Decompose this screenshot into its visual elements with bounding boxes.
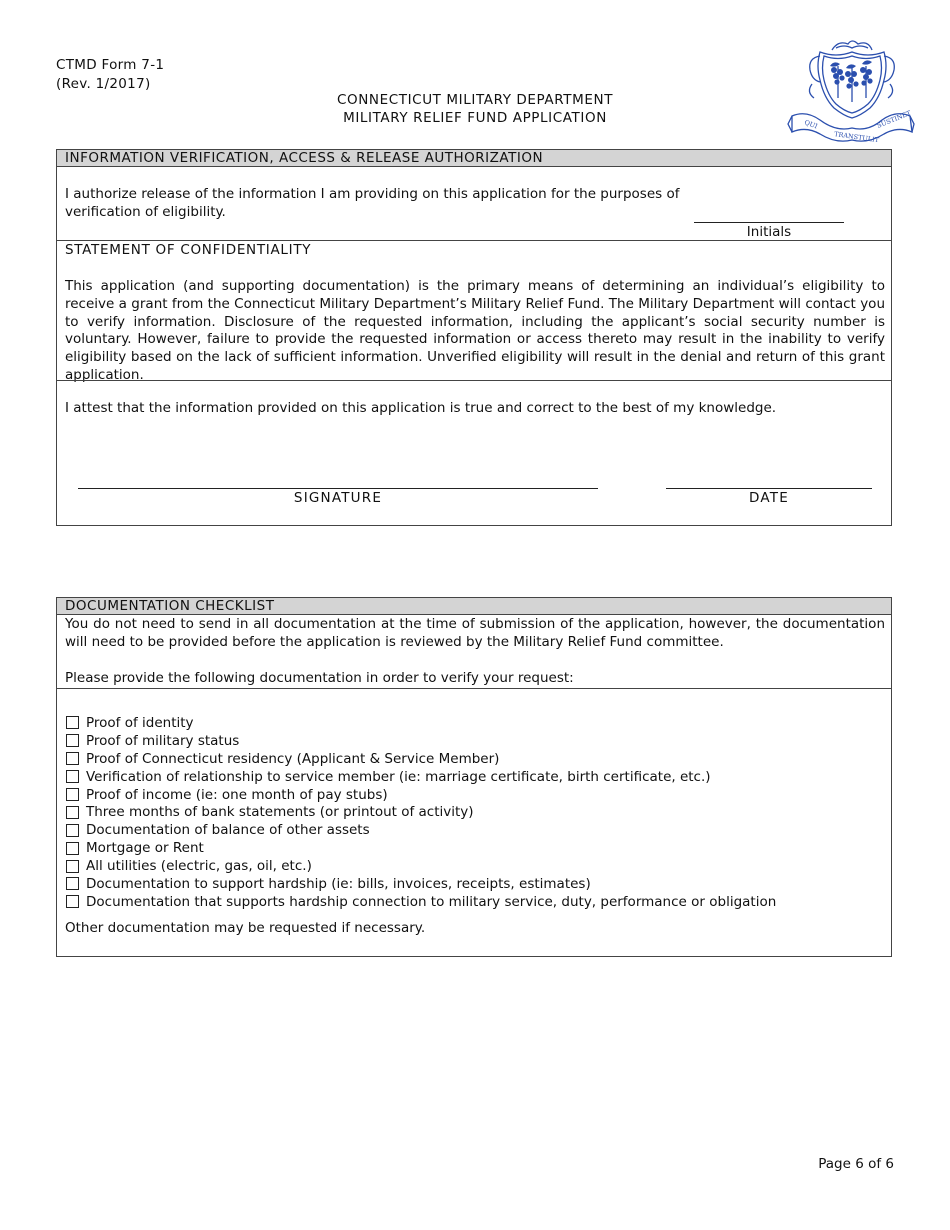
confidentiality-header: STATEMENT OF CONFIDENTIALITY — [65, 242, 312, 258]
checklist-intro: You do not need to send in all documentation at the time of submission of the application, however, the documentation will need to be provided before the application is reviewed by the Military Relief Fund committee. — [65, 616, 885, 650]
list-item[interactable] — [66, 732, 776, 750]
checklist-item-label: All utilities (electric, gas, oil, etc.) — [86, 858, 312, 875]
form-number: CTMD Form 7-1 — [56, 57, 165, 73]
section-divider — [57, 380, 891, 381]
checkbox[interactable] — [66, 860, 79, 873]
list-item[interactable] — [66, 893, 776, 911]
checklist-section — [56, 597, 892, 957]
seal-motto-center: TRANSTULIT — [833, 130, 880, 145]
list-item[interactable] — [66, 839, 776, 857]
form-revision: (Rev. 1/2017) — [56, 76, 151, 92]
checklist-header: DOCUMENTATION CHECKLIST — [57, 598, 891, 615]
checkbox[interactable] — [66, 842, 79, 855]
authorization-text: I authorize release of the information I am providing on this application for the purposes of verification of eligibility. — [65, 186, 680, 220]
page-number: Page 6 of 6 — [818, 1156, 894, 1172]
initials-label: Initials — [746, 224, 792, 240]
section-divider — [57, 688, 891, 689]
checklist-item-label: Verification of relationship to service member (ie: marriage certificate, birth certificate, etc.) — [86, 768, 711, 785]
checkbox[interactable] — [66, 770, 79, 783]
checkbox[interactable] — [66, 716, 79, 729]
checklist-item-label: Mortgage or Rent — [86, 840, 204, 857]
checklist-item-label: Three months of bank statements (or printout of activity) — [86, 804, 474, 821]
date-label: DATE — [749, 490, 789, 506]
checklist-item-label: Proof of Connecticut residency (Applicant & Service Member) — [86, 750, 500, 767]
form-id-block — [56, 56, 164, 94]
list-item[interactable] — [66, 875, 776, 893]
list-item[interactable] — [66, 714, 776, 732]
checklist-item-label: Documentation to support hardship (ie: bills, invoices, receipts, estimates) — [86, 875, 591, 892]
checklist-prompt: Please provide the following documentation in order to verify your request: — [65, 670, 574, 686]
confidentiality-text: This application (and supporting documentation) is the primary means of determining an individual’s eligibility to receive a grant from the Connecticut Military Department’s Military Relief Fund. The Military Department will contact you to verify information. Disclosure of the requested information, including the applicant’s social security number is voluntary. However, failure to provide the requested information or access thereto may result in the inability to verify eligibility based on the lack of sufficient information. Unverified eligibility will result in the denial and return of this grant application. — [65, 278, 885, 383]
authorization-section — [56, 149, 892, 526]
seal-motto-right: SUSTINET — [875, 108, 913, 130]
signature-field[interactable] — [78, 488, 598, 489]
checklist-items — [66, 714, 776, 911]
checkbox[interactable] — [66, 752, 79, 765]
list-item[interactable] — [66, 803, 776, 821]
checklist-item-label: Proof of income (ie: one month of pay stubs) — [86, 786, 388, 803]
list-item[interactable] — [66, 750, 776, 768]
checkbox[interactable] — [66, 734, 79, 747]
list-item[interactable] — [66, 857, 776, 875]
checklist-item-label: Documentation of balance of other assets — [86, 822, 370, 839]
form-title-line1: CONNECTICUT MILITARY DEPARTMENT — [336, 92, 614, 108]
authorization-header: INFORMATION VERIFICATION, ACCESS & RELEASE AUTHORIZATION — [57, 150, 891, 167]
checklist-item-label: Proof of military status — [86, 732, 240, 749]
checkbox[interactable] — [66, 824, 79, 837]
date-field[interactable] — [666, 488, 872, 489]
signature-label: SIGNATURE — [293, 490, 383, 506]
list-item[interactable] — [66, 821, 776, 839]
checklist-item-label: Documentation that supports hardship connection to military service, duty, performance or obligation — [86, 893, 777, 910]
checkbox[interactable] — [66, 788, 79, 801]
checkbox[interactable] — [66, 895, 79, 908]
checkbox[interactable] — [66, 806, 79, 819]
form-title-line2: MILITARY RELIEF FUND APPLICATION — [343, 110, 607, 126]
list-item[interactable] — [66, 786, 776, 804]
attestation-text: I attest that the information provided on this application is true and correct to the best of my knowledge. — [65, 400, 777, 416]
connecticut-seal-icon — [786, 36, 916, 148]
seal-motto-left: QUI — [803, 118, 819, 131]
checklist-item-label: Proof of identity — [86, 714, 194, 731]
checkbox[interactable] — [66, 877, 79, 890]
checklist-footer-note: Other documentation may be requested if necessary. — [65, 920, 426, 936]
list-item[interactable] — [66, 768, 776, 786]
